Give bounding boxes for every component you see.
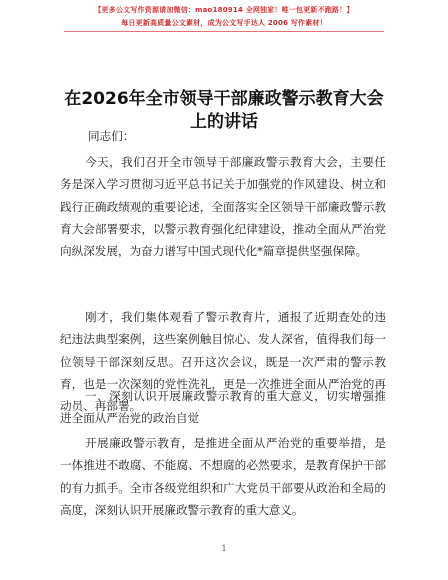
- page-number: 1: [221, 544, 227, 553]
- section-heading-1: 一、深刻认识开展廉政警示教育的重大意义，切实增强推进全面从严治党的政治自觉: [60, 389, 386, 426]
- banner-divider: [64, 31, 384, 32]
- promo-banner-line-1: 【更多公文写作资源请加微信：mao180914 全网独家！唯一包更新不跑路！】: [94, 6, 354, 14]
- promo-banner-line-2: 每日更新高质量公文素材，成为公文写手达人 2006 写作素材！: [121, 19, 327, 27]
- document-title: 在2026年全市领导干部廉政警示教育大会上的讲话: [64, 89, 384, 132]
- paragraph-3: 开展廉政警示教育，是推进全面从严治党的重要举措，是一体推进不敢腐、不能腐、不想腐的必然要求，是教育保护干部的有力抓手。全市各级党组织和广大党员干部要从政治和全局的高度，深刻认识开展廉政警示教育的重大意义。: [60, 436, 386, 517]
- paragraph-1: 今天，我们召开全市领导干部廉政警示教育大会，主要任务是深入学习贯彻习近平总书记关于加强党的作风建设、树立和践行正确政绩观的重要论述，全面落实全区领导干部廉政警示教育大会部署要求，以警示教育强化纪律建设，推动全面从严治党向纵深发展，为奋力谱写中国式现代化*篇章提供坚强保障。: [60, 155, 386, 259]
- paragraph-2: 刚才，我们集体观看了警示教育片，通报了近期查处的违纪违法典型案例，这些案例触目惊心、发人深省，值得我们每一位领导干部深刻反思。召开这次会议，既是一次严肃的警示教育，也是一次深刻的党性洗礼，更是一次推进全面从严治党的再动员、再部署。: [60, 310, 386, 414]
- salutation: 同志们：: [88, 129, 135, 143]
